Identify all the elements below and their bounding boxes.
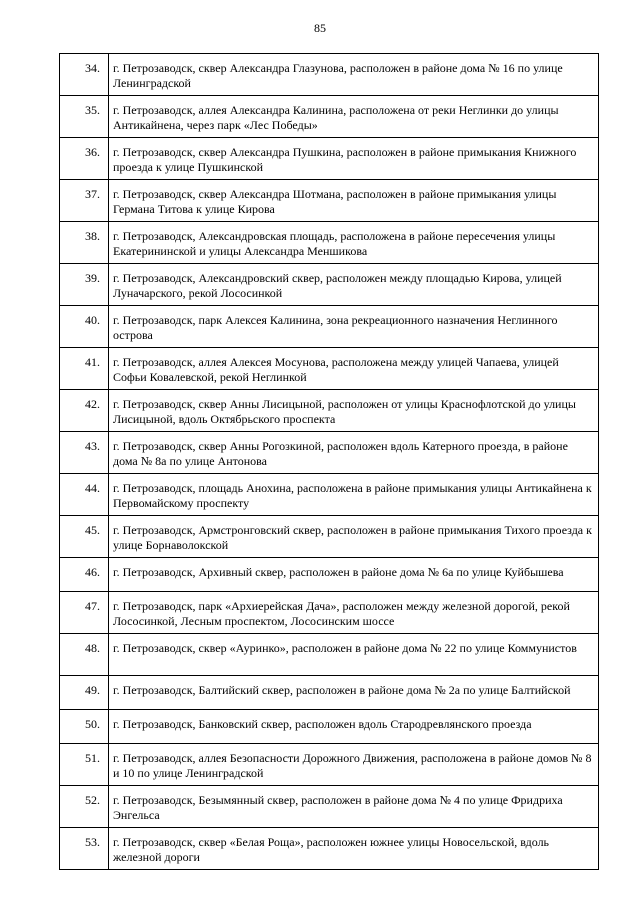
row-description: г. Петрозаводск, сквер «Белая Роща», расположен южнее улицы Новосельской, вдоль железной дороги — [109, 828, 599, 870]
row-description: г. Петрозаводск, Архивный сквер, расположен в районе дома № 6а по улице Куйбышева — [109, 558, 599, 592]
row-number: 36. — [60, 138, 109, 180]
row-number: 53. — [60, 828, 109, 870]
table-row — [60, 744, 599, 786]
row-number: 39. — [60, 264, 109, 306]
row-number: 48. — [60, 634, 109, 676]
row-description: г. Петрозаводск, сквер Александра Пушкина, расположен в районе примыкания Книжного проезда к улице Пушкинской — [109, 138, 599, 180]
row-number: 47. — [60, 592, 109, 634]
row-description: г. Петрозаводск, аллея Безопасности Дорожного Движения, расположена в районе домов № 8 и 10 по улице Ленинградской — [109, 744, 599, 786]
row-number: 49. — [60, 676, 109, 710]
table-row — [60, 306, 599, 348]
table-row — [60, 786, 599, 828]
table-row — [60, 180, 599, 222]
row-number: 42. — [60, 390, 109, 432]
row-description: г. Петрозаводск, сквер Анны Лисицыной, расположен от улицы Краснофлотской до улицы Лисицыной, вдоль Октябрьского проспекта — [109, 390, 599, 432]
table-row — [60, 474, 599, 516]
table-row — [60, 54, 599, 96]
row-description: г. Петрозаводск, Александровская площадь, расположена в районе пересечения улицы Екатерининской и улицы Александра Меншикова — [109, 222, 599, 264]
row-number: 41. — [60, 348, 109, 390]
row-description: г. Петрозаводск, сквер «Ауринко», расположен в районе дома № 22 по улице Коммунистов — [109, 634, 599, 676]
table-row — [60, 516, 599, 558]
row-number: 46. — [60, 558, 109, 592]
row-description: г. Петрозаводск, парк Алексея Калинина, зона рекреационного назначения Неглинного острова — [109, 306, 599, 348]
row-description: г. Петрозаводск, Банковский сквер, расположен вдоль Стародревлянского проезда — [109, 710, 599, 744]
table-row — [60, 96, 599, 138]
row-description: г. Петрозаводск, Безымянный сквер, расположен в районе дома № 4 по улице Фридриха Энгельса — [109, 786, 599, 828]
table-row — [60, 138, 599, 180]
table-row — [60, 222, 599, 264]
row-number: 38. — [60, 222, 109, 264]
table-row — [60, 348, 599, 390]
page-number: 85 — [314, 21, 326, 35]
row-description: г. Петрозаводск, сквер Анны Рогозкиной, расположен вдоль Катерного проезда, в районе дома № 8а по улице Антонова — [109, 432, 599, 474]
row-description: г. Петрозаводск, аллея Алексея Мосунова, расположена между улицей Чапаева, улицей Софьи Ковалевской, рекой Неглинкой — [109, 348, 599, 390]
table-row — [60, 432, 599, 474]
row-description: г. Петрозаводск, парк «Архиерейская Дача», расположен между железной дорогой, рекой Лососинкой, Лесным проспектом, Лососинским шоссе — [109, 592, 599, 634]
row-description: г. Петрозаводск, сквер Александра Шотмана, расположен в районе примыкания улицы Германа Титова к улице Кирова — [109, 180, 599, 222]
table-row — [60, 676, 599, 710]
table-row — [60, 390, 599, 432]
table-row — [60, 264, 599, 306]
row-description: г. Петрозаводск, аллея Александра Калинина, расположена от реки Неглинки до улицы Антикайнена, через парк «Лес Победы» — [109, 96, 599, 138]
row-number: 37. — [60, 180, 109, 222]
row-description: г. Петрозаводск, сквер Александра Глазунова, расположен в районе дома № 16 по улице Ленинградской — [109, 54, 599, 96]
row-number: 43. — [60, 432, 109, 474]
row-description: г. Петрозаводск, Балтийский сквер, расположен в районе дома № 2а по улице Балтийской — [109, 676, 599, 710]
registry-table — [59, 53, 599, 870]
row-number: 34. — [60, 54, 109, 96]
table-row — [60, 592, 599, 634]
row-number: 45. — [60, 516, 109, 558]
row-description: г. Петрозаводск, Александровский сквер, расположен между площадью Кирова, улицей Луначарского, рекой Лососинкой — [109, 264, 599, 306]
table-row — [60, 828, 599, 870]
row-number: 52. — [60, 786, 109, 828]
row-number: 44. — [60, 474, 109, 516]
table-row — [60, 558, 599, 592]
row-description: г. Петрозаводск, Армстронговский сквер, расположен в районе примыкания Тихого проезда к улице Борнаволокской — [109, 516, 599, 558]
row-number: 40. — [60, 306, 109, 348]
table-row — [60, 634, 599, 676]
table-row — [60, 710, 599, 744]
row-number: 51. — [60, 744, 109, 786]
row-number: 35. — [60, 96, 109, 138]
row-description: г. Петрозаводск, площадь Анохина, расположена в районе примыкания улицы Антикайнена к Первомайскому проспекту — [109, 474, 599, 516]
row-number: 50. — [60, 710, 109, 744]
